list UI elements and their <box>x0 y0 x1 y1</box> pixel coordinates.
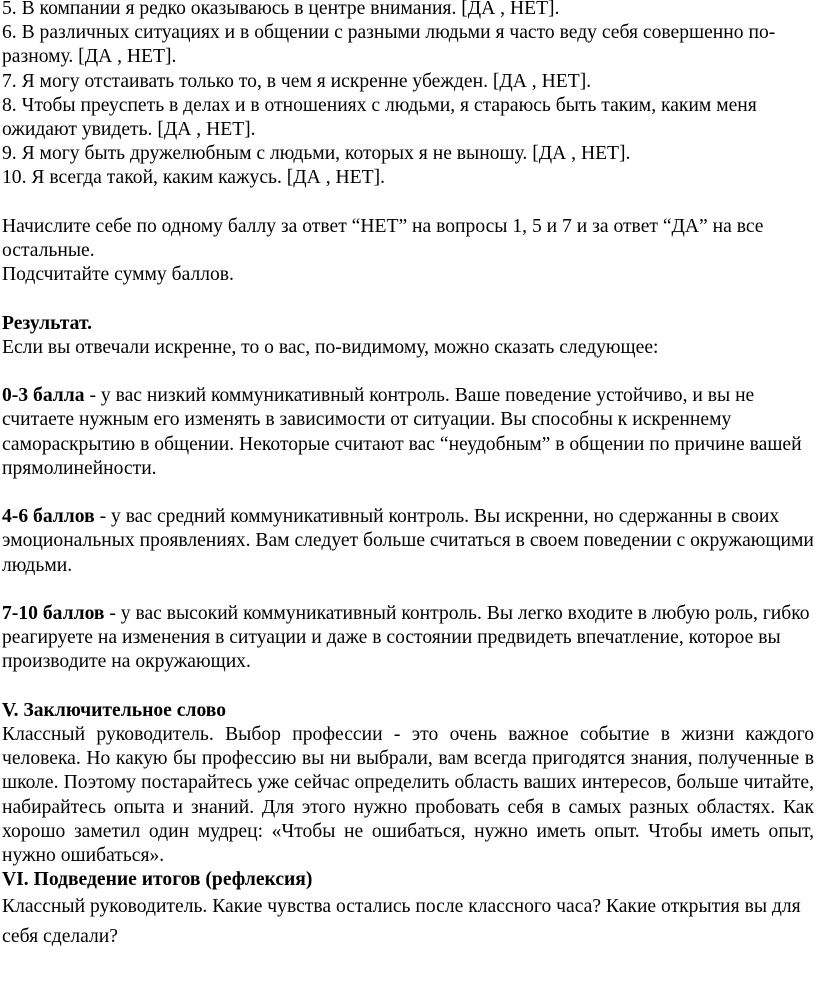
document-page <box>2 0 814 952</box>
question-6: 6. В различных ситуациях и в общении с разными людьми я часто веду себя совершенно по-разному. [ДА , НЕТ]. <box>2 22 776 68</box>
result-level-high <box>2 602 814 675</box>
spacer <box>2 360 814 384</box>
level-text: - у вас низкий коммуникативный контроль. Ваше поведение устойчиво, и вы не считаете нужным его изменять в зависимости от ситуации. Вы способны к искреннему самораскрытию в общении. Некоторые считают вас “неудобным” в общении по причине вашей прямолинейности. <box>2 385 802 479</box>
scoring-sum: Подсчитайте сумму баллов. <box>2 264 234 286</box>
result-level-medium <box>2 505 814 578</box>
section-6-heading: VI. Подведение итогов (рефлексия) <box>2 869 313 891</box>
section-6-text: Классный руководитель. Какие чувства остались после классного часа? Какие открытия вы для себя сделали? <box>2 896 801 948</box>
spacer <box>2 287 814 311</box>
spacer <box>2 481 814 505</box>
result-intro: Если вы отвечали искренне, то о вас, по-видимому, можно сказать следующее: <box>2 336 659 358</box>
question-9: 9. Я могу быть дружелюбным с людьми, которых я не выношу. [ДА , НЕТ]. <box>2 143 631 165</box>
spacer <box>2 191 814 215</box>
question-7: 7. Я могу отстаивать только то, в чем я искренне убежден. [ДА , НЕТ]. <box>2 70 592 92</box>
section-5-heading: V. Заключительное слово <box>2 699 227 721</box>
level-range: 0-3 балла <box>2 385 85 407</box>
spacer <box>2 675 814 699</box>
level-range: 4-6 баллов <box>2 506 95 528</box>
result-heading: Результат. <box>2 312 92 334</box>
scoring-instruction: Начислите себе по одному баллу за ответ “НЕТ” на вопросы 1, 5 и 7 и за ответ “ДА” на все остальные. <box>2 215 764 262</box>
question-10: 10. Я всегда такой, каким кажусь. [ДА , НЕТ]. <box>2 167 386 189</box>
level-range: 7-10 баллов <box>2 603 105 624</box>
result-level-low <box>2 384 814 481</box>
question-8: 8. Чтобы преуспеть в делах и в отношениях с людьми, я стараюсь быть таким, каким меня ожидают увидеть. [ДА , НЕТ]. <box>2 94 757 141</box>
level-text: - у вас средний коммуникативный контроль. Вы искренни, но сдержанны в своих эмоциональных проявлениях. Вам следует больше считаться в своем поведении с окружающими людьми. <box>2 506 814 576</box>
spacer <box>2 578 814 602</box>
level-text: - у вас высокий коммуникативный контроль. Вы легко входите в любую роль, гибко реагируете на изменения в ситуации и даже в состоянии предвидеть впечатление, которое вы производите на окружающих. <box>2 603 810 673</box>
section-5-text: Классный руководитель. Выбор профессии - это очень важное событие в жизни каждого человека. Но какую бы профессию вы ни выбрали, вам всегда пригодятся знания, полученные в школе. Поэтому постарайтесь уже сейчас определить область ваших интересов, больше читайте, набирайтесь опыта и знаний. Для этого нужно пробовать себя в самых разных областях. Как хорошо заметил один мудрец: «Чтобы не ошибаться, нужно иметь опыт. Чтобы иметь опыт, нужно ошибаться». <box>2 724 814 867</box>
question-5: 5. В компании я редко оказываюсь в центре внимания. [ДА , НЕТ]. <box>2 0 560 19</box>
